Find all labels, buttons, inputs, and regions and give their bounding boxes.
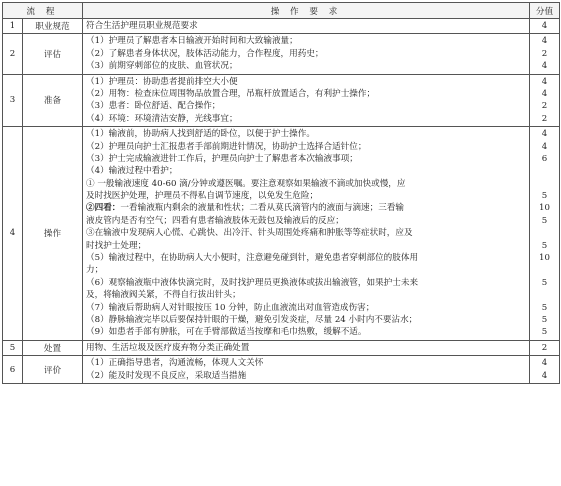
row-category: 职业规范: [23, 19, 83, 34]
operation-table: [2, 2, 560, 384]
requirement-line: （1）输液前，协助病人找到舒适的卧位，以便于护士操作。: [86, 129, 315, 140]
requirement-line: 及，将输液阀关紧，不得自行拔出针头；: [86, 290, 241, 301]
table-row: [3, 74, 560, 127]
score-value: 5: [541, 277, 548, 288]
score-value: 2: [541, 101, 548, 112]
table-body: [3, 19, 560, 384]
requirement-line: （3）前期穿刺部位的皮肤、血管状况；: [86, 61, 238, 72]
score-value: 4: [541, 358, 548, 369]
requirement-line: （4）输液过程中看护；: [86, 166, 178, 177]
score-value: 2: [541, 48, 548, 59]
emphasis-text: ②四看：: [86, 203, 121, 214]
score-value: [530, 178, 559, 190]
score-value: 10: [539, 253, 550, 264]
score-value: 10: [539, 203, 550, 214]
score-value: 4: [541, 88, 548, 99]
requirement-line: （1）护理员：协助患者提前排空大小便: [86, 76, 238, 87]
requirement-line: （2）能及时发现不良反应，采取适当措施: [86, 370, 247, 381]
score-value: 4: [541, 76, 548, 87]
requirement-line: ③在输液中发现病人心慌、心跳快、出冷汗、针头周围处疼痛和肿胀等等症状时，应及: [86, 228, 413, 239]
row-requirements: [83, 127, 530, 341]
header-requirement: 操 作 要 求: [83, 3, 530, 19]
score-value: 2: [541, 113, 548, 124]
score-value: 5: [541, 191, 548, 202]
requirement-line: （1）护理员了解患者本日输液开始时间和大致输液量；: [86, 36, 298, 47]
row-requirements: [83, 356, 530, 384]
row-requirements: [83, 340, 530, 355]
row-number: 1: [3, 19, 23, 34]
row-category: 评估: [23, 34, 83, 74]
requirement-line: （8）静脉输液完毕以后要保持针眼的干燥，避免引发炎症，尽量 24 小时内不要沾水；: [86, 314, 418, 325]
requirement-line: ① 一般输液速度 40-60 滴/分钟或遵医嘱。要注意观察如果输液不滴或加快或慢，应: [86, 178, 406, 189]
header-score: 分值: [530, 3, 560, 19]
score-value: 4: [541, 370, 548, 381]
row-number: 3: [3, 74, 23, 127]
requirement-line: 力；: [86, 265, 104, 276]
row-category: 准备: [23, 74, 83, 127]
row-requirements: [83, 34, 530, 74]
table-row: [3, 34, 560, 74]
requirement-line: 符合生活护理员职业规范要求: [86, 21, 198, 31]
score-value: 4: [541, 141, 548, 152]
table-row: [3, 356, 560, 384]
requirement-line: 及时找医护处理，护理员不得私自调节速度，以免发生危险；: [86, 191, 319, 202]
requirement-line: 时找护士处理；: [86, 240, 147, 251]
row-number: 4: [3, 127, 23, 341]
row-scores: [530, 74, 560, 127]
row-scores: [530, 127, 560, 341]
requirement-line: （2）用物：检查床位周围物品放置合理，吊瓶杆放置适合，有利护士操作；: [86, 88, 376, 99]
score-value: 4: [541, 21, 548, 31]
row-scores: [530, 356, 560, 384]
table-row: [3, 340, 560, 355]
score-value: 5: [541, 302, 548, 313]
score-value: 5: [541, 327, 548, 338]
score-value: 4: [541, 129, 548, 140]
requirement-line: （4）环境：环境清洁安静，光线事宜；: [86, 113, 238, 124]
row-scores: [530, 34, 560, 74]
requirement-line: （2）护理员向护士汇报患者手部前期进针情况，协助护士选择合适针位；: [86, 141, 367, 152]
score-value: 6: [541, 153, 548, 164]
score-value: 5: [541, 240, 548, 251]
row-requirements: [83, 74, 530, 127]
table-row: [3, 19, 560, 34]
requirement-line: 液皮管内是否有空气；四看有患者输液肢体无鼓包及输液后的反应；: [86, 215, 344, 226]
requirement-line: （6）观察输液瓶中液体快滴完时，及时找护理员更换液体或拔出输液管，如果护士未来: [86, 277, 419, 288]
requirement-line: （5）输液过程中，在协助病人大小便时，注意避免碰到针，避免患者穿刺部位的肢体用: [86, 253, 419, 264]
score-value: [530, 227, 559, 239]
table-row: [3, 127, 560, 341]
requirement-line: ②四看：一看输液瓶内剩余的液量和性状；二看从莫氏滴管内的液面与滴速；三看输: [86, 203, 405, 214]
score-value: [530, 165, 559, 177]
score-value: [530, 264, 559, 276]
row-category: 操作: [23, 127, 83, 341]
requirement-line: （7）输液后帮助病人对针眼按压 10 分钟，防止血液流出对血管造成伤害；: [86, 302, 375, 313]
row-category: 处置: [23, 340, 83, 355]
row-scores: [530, 19, 560, 34]
requirement-line: 用物、生活垃圾及医疗废弃物分类正确处置: [86, 342, 250, 353]
row-number: 6: [3, 356, 23, 384]
requirement-line: （3）护士完成输液进针工作后，护理员向护士了解患者本次输液事项；: [86, 153, 358, 164]
requirement-line: （2）了解患者身体状况，肢体活动能力，合作程度，用药史；: [86, 48, 324, 59]
header-process: 流 程: [3, 3, 83, 19]
score-value: 5: [541, 215, 548, 226]
row-number: 2: [3, 34, 23, 74]
requirement-line: （1）正确指导患者，沟通流畅，体现人文关怀: [86, 358, 264, 369]
row-scores: [530, 340, 560, 355]
score-value: [530, 289, 559, 301]
requirement-line: （9）如患者手部有肿胀，可在手臂部做适当按摩和毛巾热敷，缓解不适。: [86, 327, 367, 338]
score-value: 5: [541, 314, 548, 325]
row-requirements: [83, 19, 530, 34]
operation-requirements-sheet: [2, 2, 560, 384]
score-value: 4: [541, 61, 548, 72]
row-number: 5: [3, 340, 23, 355]
score-value: 4: [541, 36, 548, 47]
table-header-row: [3, 3, 560, 19]
row-category: 评价: [23, 356, 83, 384]
score-value: 2: [541, 342, 548, 353]
requirement-line: （3）患者：卧位舒适、配合操作；: [86, 101, 221, 112]
